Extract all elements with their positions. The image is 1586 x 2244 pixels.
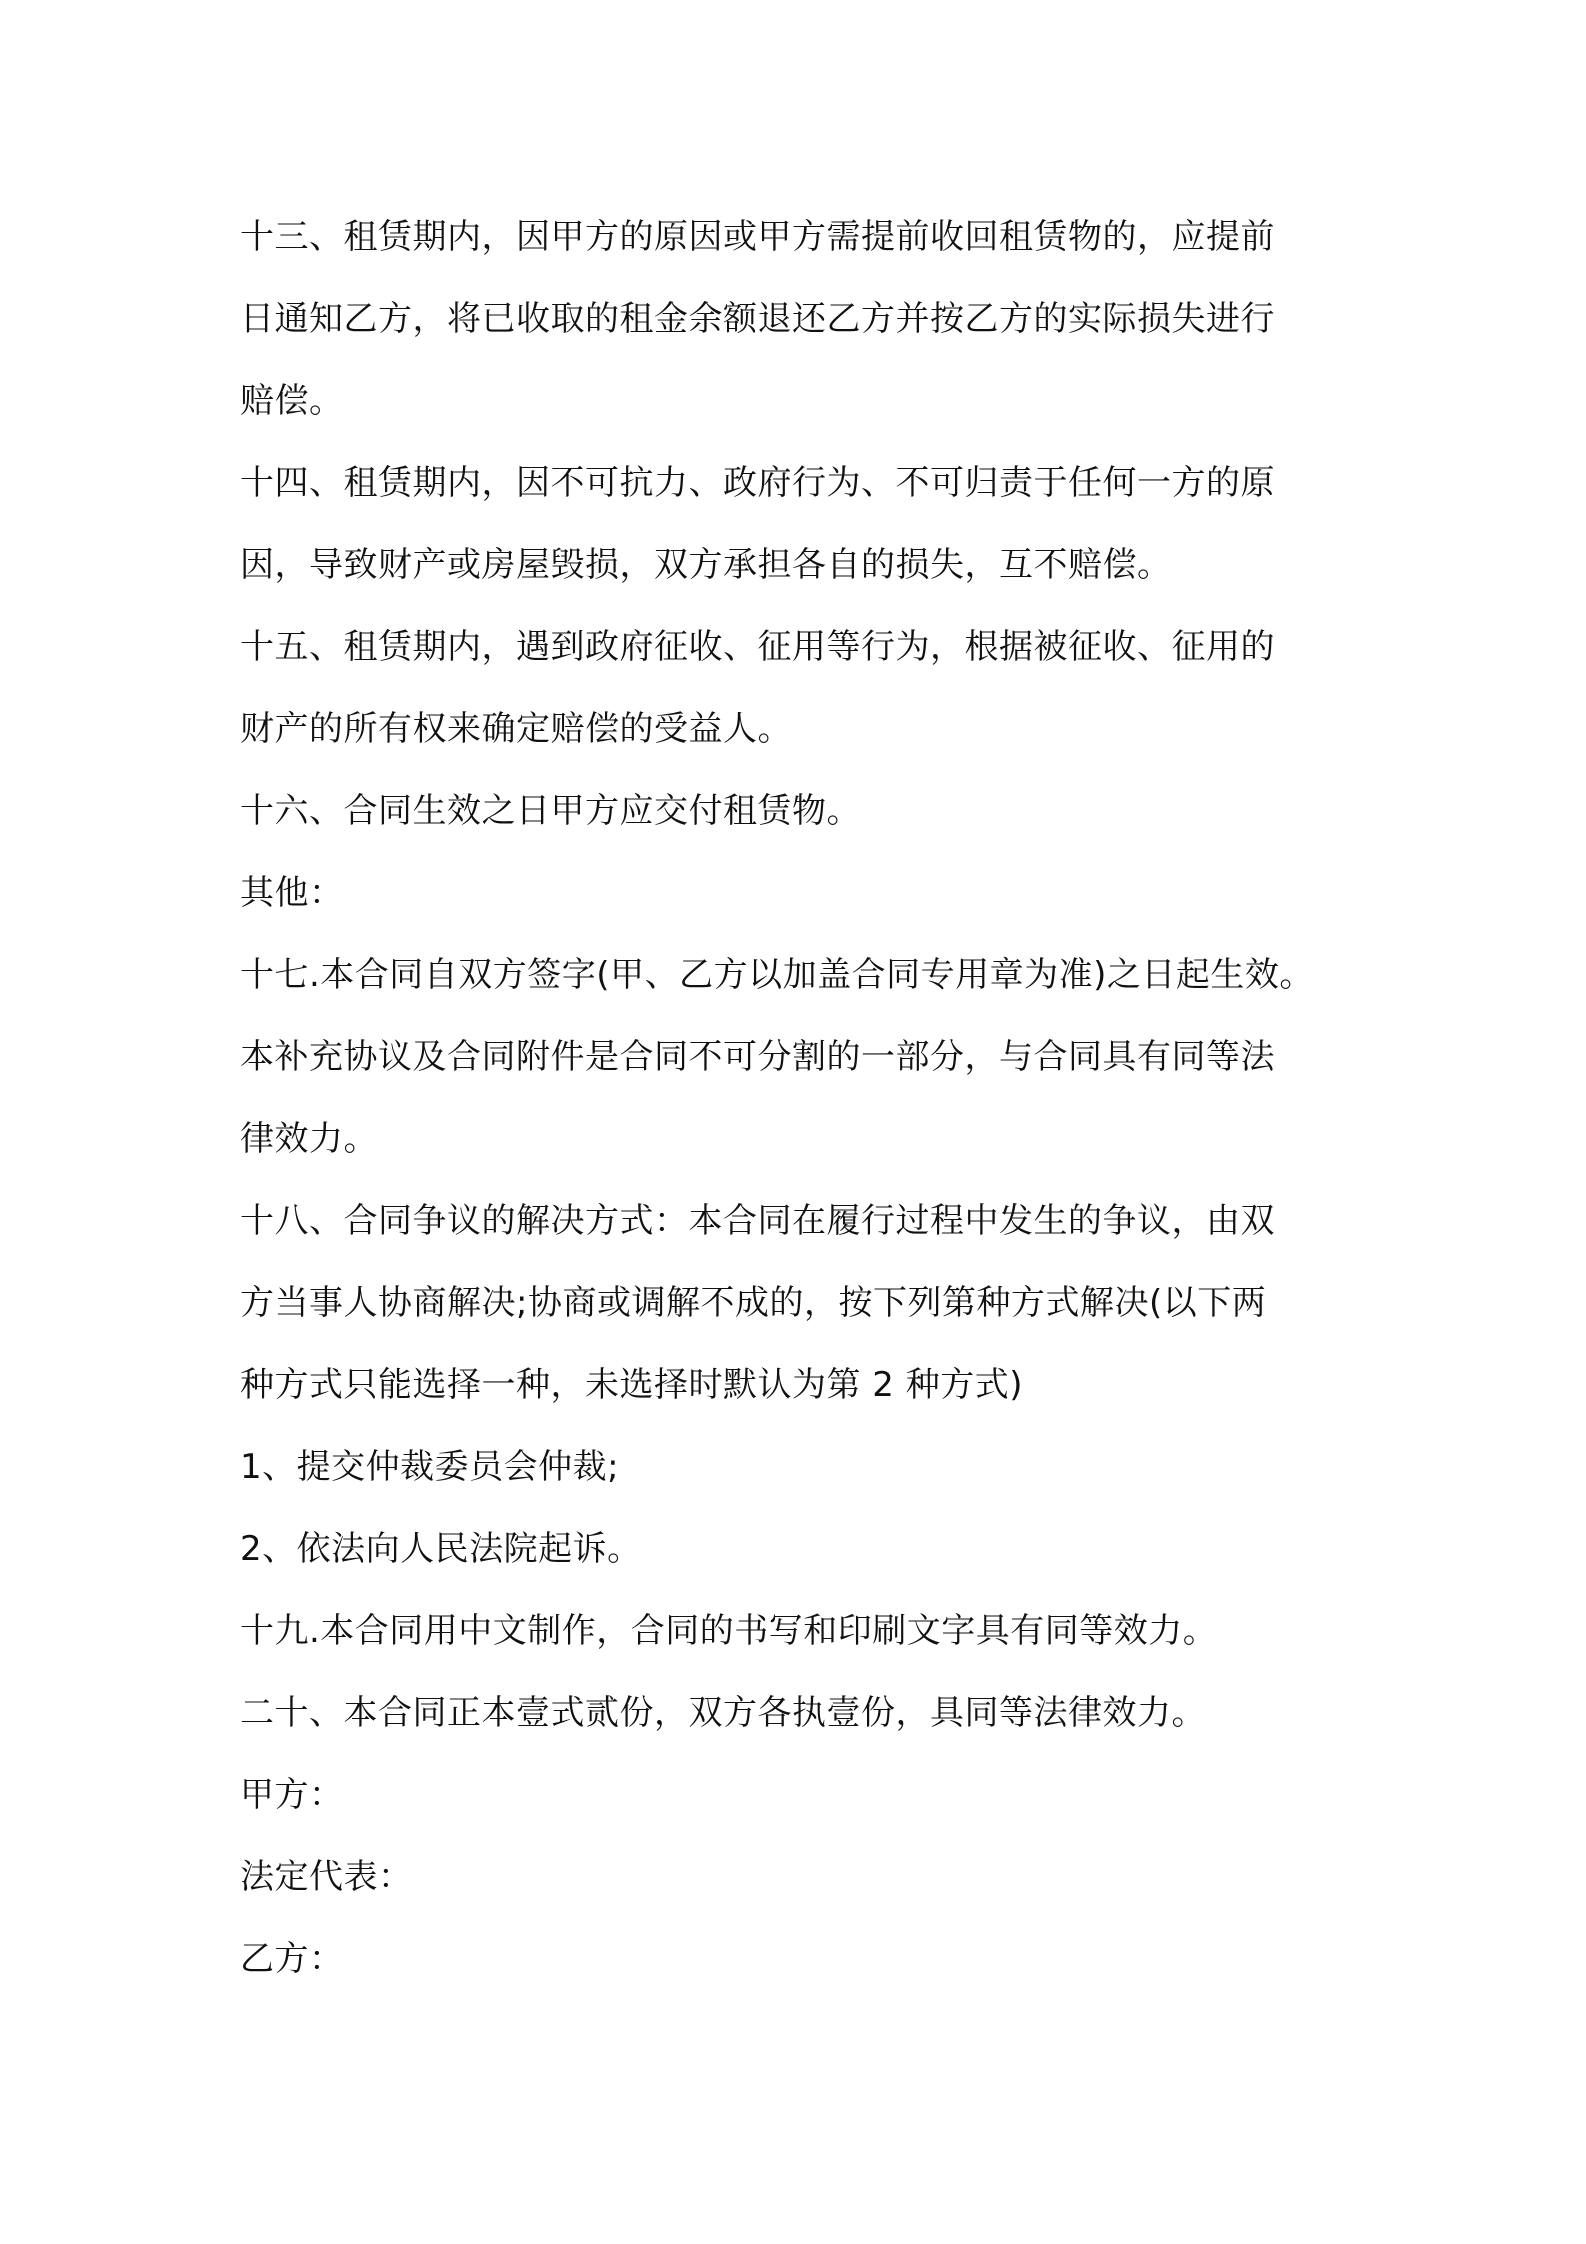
text-line: 财产的所有权来确定赔偿的受益人。 bbox=[240, 709, 792, 749]
clause-14 bbox=[240, 442, 1360, 606]
dispute-option-1 bbox=[240, 1426, 1360, 1508]
section-other-heading bbox=[240, 852, 1360, 934]
text-line: 十九.本合同用中文制作，合同的书写和印刷文字具有同等效力。 bbox=[240, 1611, 1218, 1651]
clause-18 bbox=[240, 1180, 1360, 1426]
text-line: 甲方： bbox=[240, 1775, 344, 1815]
text-line: 十八、合同争议的解决方式：本合同在履行过程中发生的争议，由双 bbox=[240, 1201, 1275, 1241]
text-line: 赔偿。 bbox=[240, 381, 344, 421]
clause-19 bbox=[240, 1590, 1360, 1672]
text-line: 二十、本合同正本壹式贰份，双方各执壹份，具同等法律效力。 bbox=[240, 1693, 1206, 1733]
text-line: 十七.本合同自双方签字(甲、乙方以加盖合同专用章为准)之日起生效。 bbox=[240, 955, 1314, 995]
text-line: 十三、租赁期内，因甲方的原因或甲方需提前收回租赁物的，应提前 bbox=[240, 217, 1275, 257]
text-line: 十四、租赁期内，因不可抗力、政府行为、不可归责于任何一方的原 bbox=[240, 463, 1275, 503]
legal-representative-label bbox=[240, 1836, 1360, 1918]
clause-17 bbox=[240, 934, 1360, 1180]
text-line: 种方式只能选择一种，未选择时默认为第 2 种方式) bbox=[240, 1365, 1024, 1405]
party-b-label bbox=[240, 1918, 1360, 2000]
document-body bbox=[240, 196, 1360, 2000]
text-line: 十五、租赁期内，遇到政府征收、征用等行为，根据被征收、征用的 bbox=[240, 627, 1275, 667]
clause-20 bbox=[240, 1672, 1360, 1754]
text-line: 因，导致财产或房屋毁损，双方承担各自的损失，互不赔偿。 bbox=[240, 545, 1172, 585]
text-line: 律效力。 bbox=[240, 1119, 378, 1159]
text-line: 方当事人协商解决;协商或调解不成的，按下列第种方式解决(以下两 bbox=[240, 1283, 1267, 1323]
text-line: 其他： bbox=[240, 873, 344, 913]
text-line: 1、提交仲裁委员会仲裁; bbox=[240, 1447, 620, 1487]
text-line: 乙方： bbox=[240, 1939, 344, 1979]
dispute-option-2 bbox=[240, 1508, 1360, 1590]
party-a-label bbox=[240, 1754, 1360, 1836]
text-line: 十六、合同生效之日甲方应交付租赁物。 bbox=[240, 791, 861, 831]
clause-15 bbox=[240, 606, 1360, 770]
text-line: 法定代表： bbox=[240, 1857, 413, 1897]
text-line: 本补充协议及合同附件是合同不可分割的一部分，与合同具有同等法 bbox=[240, 1037, 1275, 1077]
text-line: 2、依法向人民法院起诉。 bbox=[240, 1529, 642, 1569]
text-line: 日通知乙方，将已收取的租金余额退还乙方并按乙方的实际损失进行 bbox=[240, 299, 1275, 339]
clause-13 bbox=[240, 196, 1360, 442]
clause-16 bbox=[240, 770, 1360, 852]
